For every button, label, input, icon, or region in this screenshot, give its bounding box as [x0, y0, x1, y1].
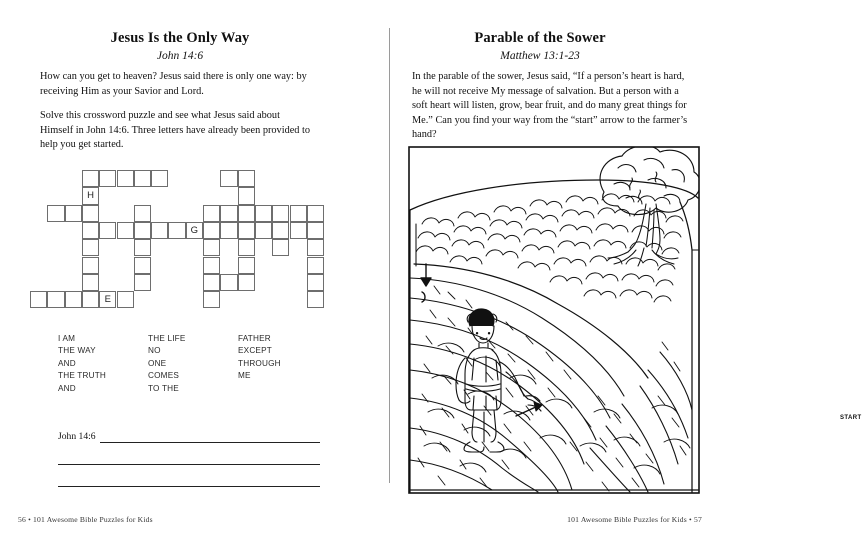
crossword-cell[interactable] — [307, 205, 324, 222]
intro-paragraph: How can you get to heaven? Jesus said there is only one way: by receiving Him as your Savior and Lord. — [40, 71, 307, 97]
word-list-item: THROUGH — [238, 358, 281, 368]
crossword-cell[interactable] — [238, 187, 255, 204]
crossword-cell[interactable] — [151, 222, 168, 239]
crossword-cell[interactable] — [82, 222, 99, 239]
left-page-body — [40, 70, 315, 153]
crossword-cell[interactable] — [203, 291, 220, 308]
crossword-cell[interactable] — [220, 170, 237, 187]
word-list-item: EXCEPT — [238, 346, 272, 356]
crossword-cell[interactable] — [134, 239, 151, 256]
crossword-cell[interactable] — [290, 222, 307, 239]
word-list-item: I AM — [58, 334, 76, 343]
crossword-cell[interactable] — [65, 205, 82, 222]
write-in-rule[interactable] — [58, 463, 320, 465]
word-list-column-2 — [148, 333, 238, 395]
page-title: Jesus Is the Only Way — [110, 30, 250, 46]
crossword-cell[interactable] — [30, 291, 47, 308]
crossword-cell[interactable] — [134, 222, 151, 239]
write-in-rule[interactable] — [100, 441, 320, 443]
crossword-grid[interactable] — [30, 170, 330, 315]
crossword-cell[interactable] — [307, 222, 324, 239]
crossword-cell[interactable] — [82, 257, 99, 274]
word-list-item: COMES — [148, 371, 180, 381]
crossword-cell[interactable] — [82, 170, 99, 187]
crossword-cell[interactable] — [272, 239, 289, 256]
crossword-cell[interactable] — [220, 222, 237, 239]
crossword-cell[interactable] — [255, 222, 272, 239]
word-list-item: THE TRUTH — [58, 371, 107, 381]
word-list-item: ME — [238, 371, 251, 381]
crossword-cell[interactable] — [203, 274, 220, 291]
left-page — [0, 0, 360, 540]
crossword-cell[interactable] — [47, 291, 64, 308]
crossword-cell[interactable] — [151, 170, 168, 187]
page-subtitle: John 14:6 — [156, 50, 204, 62]
crossword-cell[interactable] — [307, 257, 324, 274]
crossword-cell[interactable] — [238, 239, 255, 256]
crossword-cell-given-h[interactable]: H — [82, 187, 99, 204]
answer-line-1[interactable] — [58, 424, 320, 443]
crossword-cell[interactable] — [238, 274, 255, 291]
page-title: Parable of the Sower — [474, 30, 606, 46]
crossword-cell[interactable] — [238, 170, 255, 187]
crossword-cell[interactable] — [134, 205, 151, 222]
crossword-cell[interactable] — [82, 274, 99, 291]
left-page-header — [0, 30, 360, 62]
word-list-item: AND — [58, 358, 76, 368]
right-page-footer: 101 Awesome Bible Puzzles for Kids • 57 — [567, 515, 702, 524]
crossword-cell[interactable] — [307, 291, 324, 308]
crossword-cell[interactable] — [203, 222, 220, 239]
crossword-cell[interactable] — [99, 170, 116, 187]
crossword-cell-given-e[interactable]: E — [99, 291, 116, 308]
right-page-header — [360, 30, 720, 62]
crossword-cell[interactable] — [168, 222, 185, 239]
crossword-cell[interactable] — [134, 257, 151, 274]
crossword-cell[interactable] — [134, 274, 151, 291]
word-list-column-3 — [238, 333, 328, 395]
crossword-cell[interactable] — [117, 291, 134, 308]
crossword-cell[interactable] — [134, 170, 151, 187]
maze-start-label: START — [840, 415, 862, 421]
crossword-cell[interactable] — [220, 205, 237, 222]
crossword-cell[interactable] — [290, 205, 307, 222]
crossword-cell[interactable] — [238, 222, 255, 239]
crossword-word-list — [58, 333, 328, 395]
word-list-item: AND — [58, 383, 76, 393]
answer-line-2[interactable] — [58, 446, 320, 465]
word-list-item: THE WAY — [58, 346, 96, 356]
crossword-cell[interactable] — [272, 222, 289, 239]
crossword-cell[interactable] — [99, 222, 116, 239]
crossword-cell[interactable] — [82, 291, 99, 308]
crossword-cell[interactable] — [82, 205, 99, 222]
write-in-rule[interactable] — [58, 485, 320, 487]
instructions-paragraph: Solve this crossword puzzle and see what Jesus said about Himself in John 14:6. Three letters have already been provided to help you get started. — [40, 110, 311, 151]
word-list-item: NO — [148, 346, 161, 356]
crossword-cell[interactable] — [203, 239, 220, 256]
crossword-cell[interactable] — [47, 205, 64, 222]
crossword-cell[interactable] — [220, 274, 237, 291]
answer-reference-label: John 14:6 — [58, 431, 96, 442]
answer-line-3[interactable] — [58, 468, 320, 487]
crossword-cell[interactable] — [307, 239, 324, 256]
word-list-item: TO THE — [148, 383, 179, 393]
word-list-item: ONE — [148, 358, 167, 368]
page-subtitle: Matthew 13:1-23 — [500, 50, 580, 62]
crossword-cell[interactable] — [65, 291, 82, 308]
maze-drawing — [408, 146, 700, 494]
crossword-cell[interactable] — [307, 274, 324, 291]
crossword-cell[interactable] — [117, 222, 134, 239]
word-list-item: THE LIFE — [148, 334, 186, 343]
crossword-cell[interactable] — [255, 205, 272, 222]
crossword-cell[interactable] — [272, 205, 289, 222]
crossword-cell[interactable] — [238, 205, 255, 222]
word-list-column-1 — [58, 333, 148, 395]
left-page-footer: 56 • 101 Awesome Bible Puzzles for Kids — [18, 515, 153, 524]
crossword-cell[interactable] — [238, 257, 255, 274]
right-page-body — [412, 70, 692, 143]
crossword-cell[interactable] — [203, 205, 220, 222]
crossword-cell[interactable] — [203, 257, 220, 274]
crossword-cell[interactable] — [117, 170, 134, 187]
crossword-cell[interactable] — [82, 239, 99, 256]
word-list-item: FATHER — [238, 334, 271, 343]
maze-illustration[interactable] — [408, 146, 862, 494]
answer-lines — [58, 424, 320, 487]
parable-paragraph: In the parable of the sower, Jesus said, “If a person’s heart is hard, he will not receive My message of salvation. But a person with a soft heart will listen, grow, bear fruit, and do many great things for Me.” Can you find your way from the “start” arrow to the farmer’s hand? — [412, 71, 688, 141]
crossword-cell-given-g[interactable]: G — [186, 222, 203, 239]
